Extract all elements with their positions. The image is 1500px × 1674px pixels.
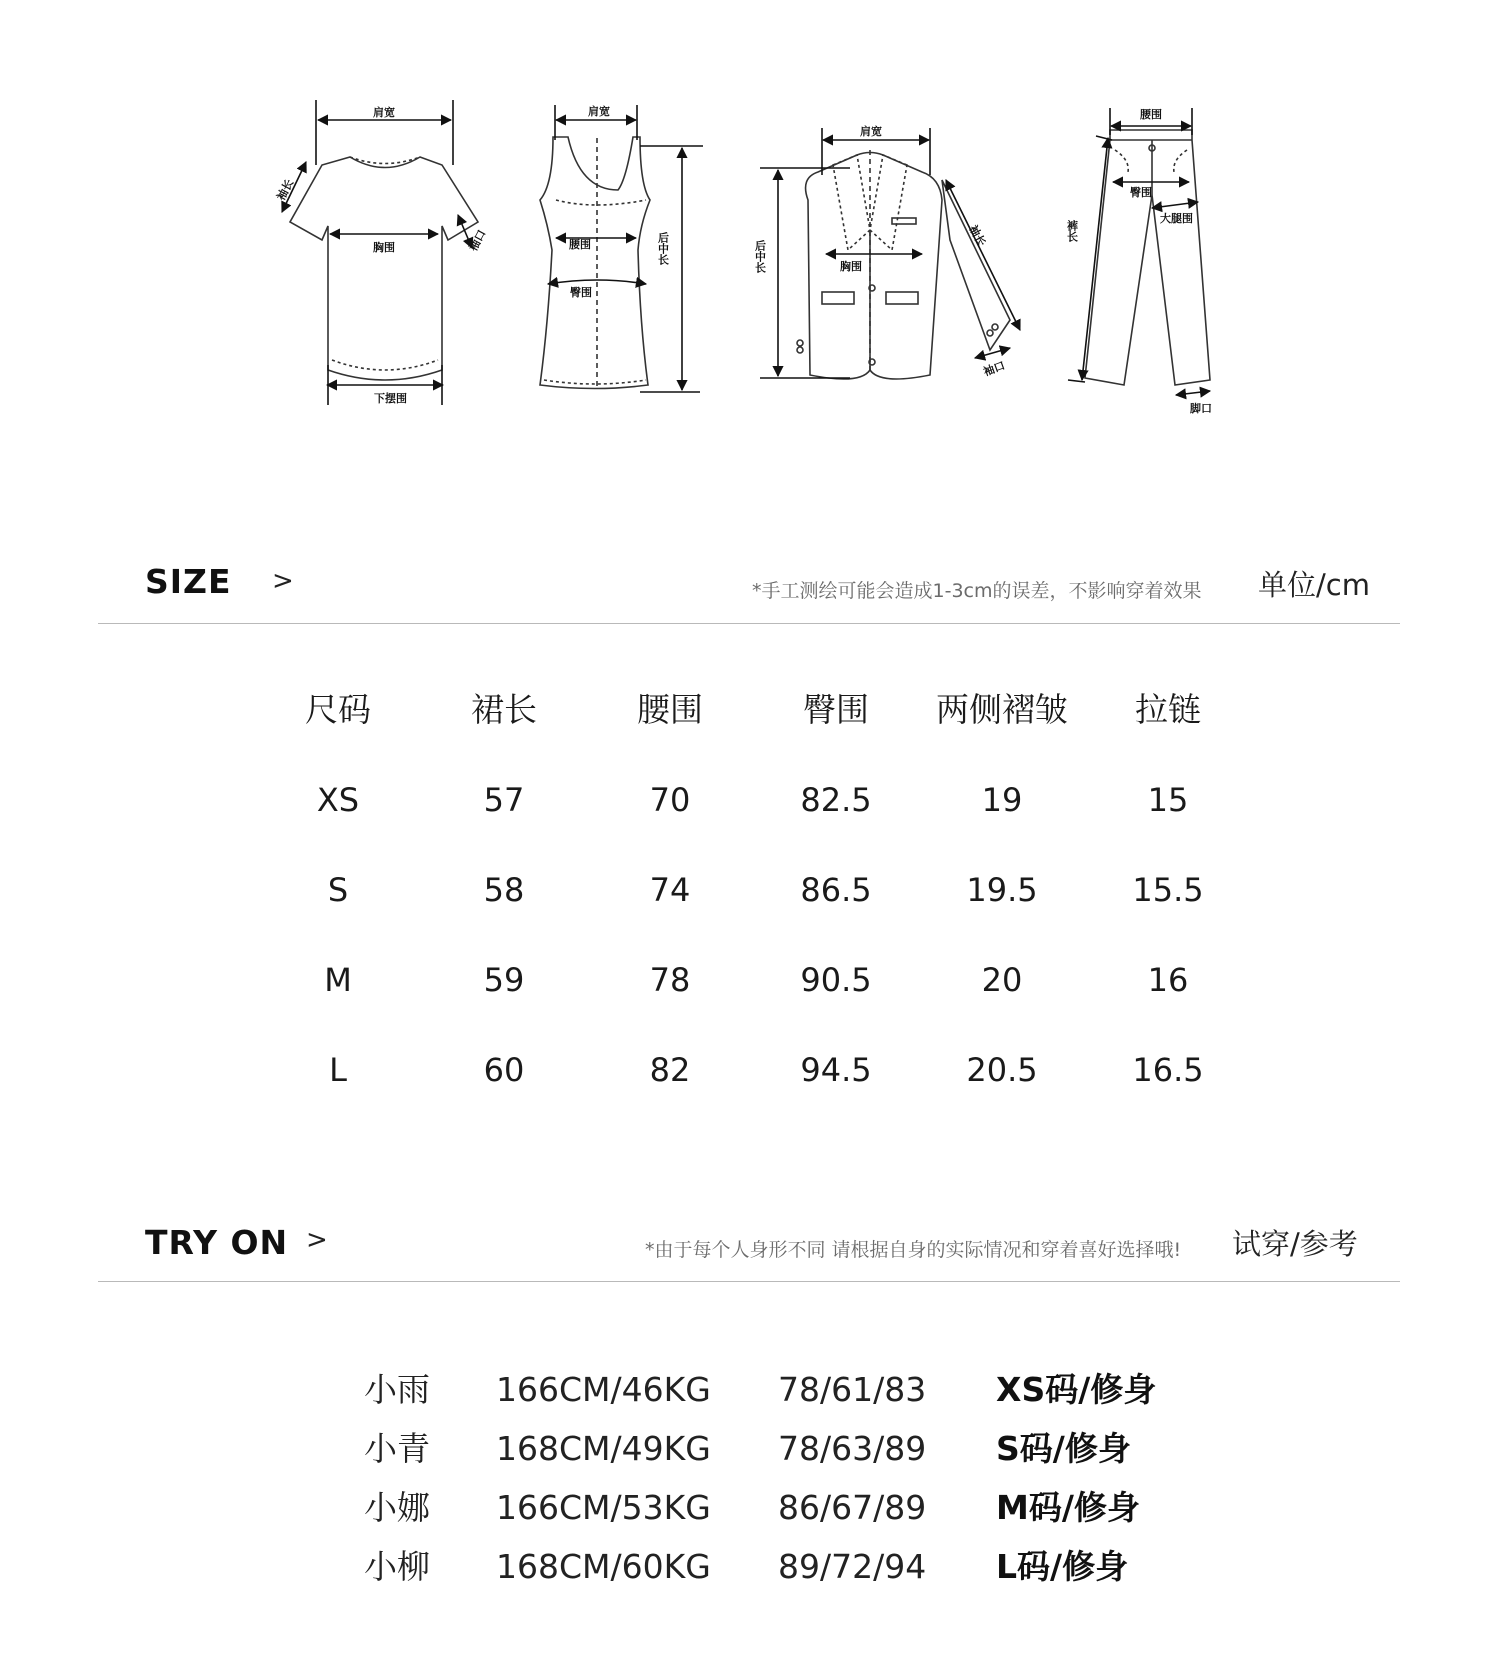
model-body: 168CM/49KG <box>496 1429 711 1468</box>
pants-legopening-label: 脚口 <box>1190 402 1212 415</box>
model-fit: S码/修身 <box>996 1429 1131 1468</box>
pants-length-label: 裤长 <box>1065 220 1079 242</box>
cell-pleats: 20.5 <box>966 1051 1038 1089</box>
model-name: 小青 <box>364 1429 430 1468</box>
model-fit: M码/修身 <box>996 1488 1140 1527</box>
cell-hip: 90.5 <box>800 961 872 999</box>
model-name: 小雨 <box>364 1370 430 1409</box>
header-length: 裙长 <box>471 690 537 729</box>
size-section-title: SIZE <box>145 562 232 601</box>
dress-backlength-label: 后中长 <box>656 232 670 265</box>
header-zipper: 拉链 <box>1135 690 1201 729</box>
list-item <box>0 1488 1500 1547</box>
model-name: 小柳 <box>364 1547 430 1586</box>
blazer-shoulder-label: 肩宽 <box>860 125 882 138</box>
cell-pleats: 19.5 <box>966 871 1038 909</box>
dress-diagram <box>540 105 703 392</box>
cell-zipper: 15 <box>1147 781 1189 819</box>
header-size: 尺码 <box>305 690 371 729</box>
cell-waist: 78 <box>649 961 691 999</box>
list-item <box>0 1429 1500 1488</box>
model-body: 166CM/53KG <box>496 1488 711 1527</box>
model-measure: 86/67/89 <box>778 1488 927 1527</box>
blazer-cuff-label: 袖口 <box>981 358 1007 379</box>
pants-hip-label: 臀围 <box>1130 186 1152 199</box>
pants-thigh-label: 大腿围 <box>1160 212 1193 225</box>
size-measure-note: *手工测绘可能会造成1-3cm的误差，不影响穿着效果 <box>752 580 1202 602</box>
list-item <box>0 1370 1500 1429</box>
pants-diagram <box>1065 108 1210 395</box>
cell-hip: 82.5 <box>800 781 872 819</box>
cell-length: 57 <box>483 781 525 819</box>
size-label: XS <box>316 781 360 819</box>
pants-waist-label: 腰围 <box>1140 108 1162 121</box>
list-item <box>0 1547 1500 1606</box>
size-label: L <box>329 1051 347 1089</box>
measurement-diagrams <box>0 0 1500 450</box>
size-divider <box>98 623 1400 624</box>
cell-hip: 94.5 <box>800 1051 872 1089</box>
cell-pleats: 20 <box>981 961 1023 999</box>
dress-shoulder-label: 肩宽 <box>588 105 610 118</box>
cell-zipper: 16.5 <box>1132 1051 1204 1089</box>
cell-zipper: 15.5 <box>1132 871 1204 909</box>
model-body: 168CM/60KG <box>496 1547 711 1586</box>
blazer-diagram <box>760 128 1020 379</box>
tryon-section-arrow[interactable]: > <box>306 1225 328 1255</box>
tryon-note: *由于每个人身形不同 请根据自身的实际情况和穿着喜好选择哦! <box>645 1239 1182 1261</box>
tshirt-chest-label: 胸围 <box>373 241 395 254</box>
size-label: M <box>324 961 352 999</box>
cell-length: 60 <box>483 1051 525 1089</box>
cell-zipper: 16 <box>1147 961 1189 999</box>
model-name: 小娜 <box>364 1488 430 1527</box>
blazer-backlength-label: 后中长 <box>753 240 767 273</box>
cell-length: 59 <box>483 961 525 999</box>
model-measure: 78/63/89 <box>778 1429 927 1468</box>
model-fit: L码/修身 <box>996 1547 1129 1586</box>
cell-waist: 82 <box>649 1051 691 1089</box>
tshirt-shoulder-label: 肩宽 <box>373 106 395 119</box>
model-body: 166CM/46KG <box>496 1370 711 1409</box>
cell-pleats: 19 <box>981 781 1023 819</box>
model-measure: 78/61/83 <box>778 1370 927 1409</box>
cell-waist: 74 <box>649 871 691 909</box>
size-label: S <box>327 871 349 909</box>
tryon-label: 试穿/参考 <box>1232 1227 1358 1261</box>
model-measure: 89/72/94 <box>778 1547 927 1586</box>
dress-waist-label: 腰围 <box>569 238 591 251</box>
tshirt-hem-label: 下摆围 <box>374 392 407 405</box>
size-unit-label: 单位/cm <box>1258 568 1370 602</box>
tshirt-sleeve-label: 袖长 <box>274 177 297 203</box>
header-hip: 臀围 <box>803 690 869 729</box>
header-waist: 腰围 <box>637 690 703 729</box>
blazer-chest-label: 胸围 <box>840 260 862 273</box>
tryon-divider <box>98 1281 1400 1282</box>
cell-waist: 70 <box>649 781 691 819</box>
blazer-sleeve-label: 袖长 <box>966 223 989 249</box>
cell-length: 58 <box>483 871 525 909</box>
tshirt-cuff-label: 袖口 <box>466 227 489 254</box>
header-pleats: 两侧褶皱 <box>936 690 1068 729</box>
dress-hip-label: 臀围 <box>570 286 592 299</box>
model-fit: XS码/修身 <box>996 1370 1157 1409</box>
cell-hip: 86.5 <box>800 871 872 909</box>
tryon-section-title: TRY ON <box>145 1223 289 1262</box>
size-section-arrow[interactable]: > <box>272 566 294 596</box>
